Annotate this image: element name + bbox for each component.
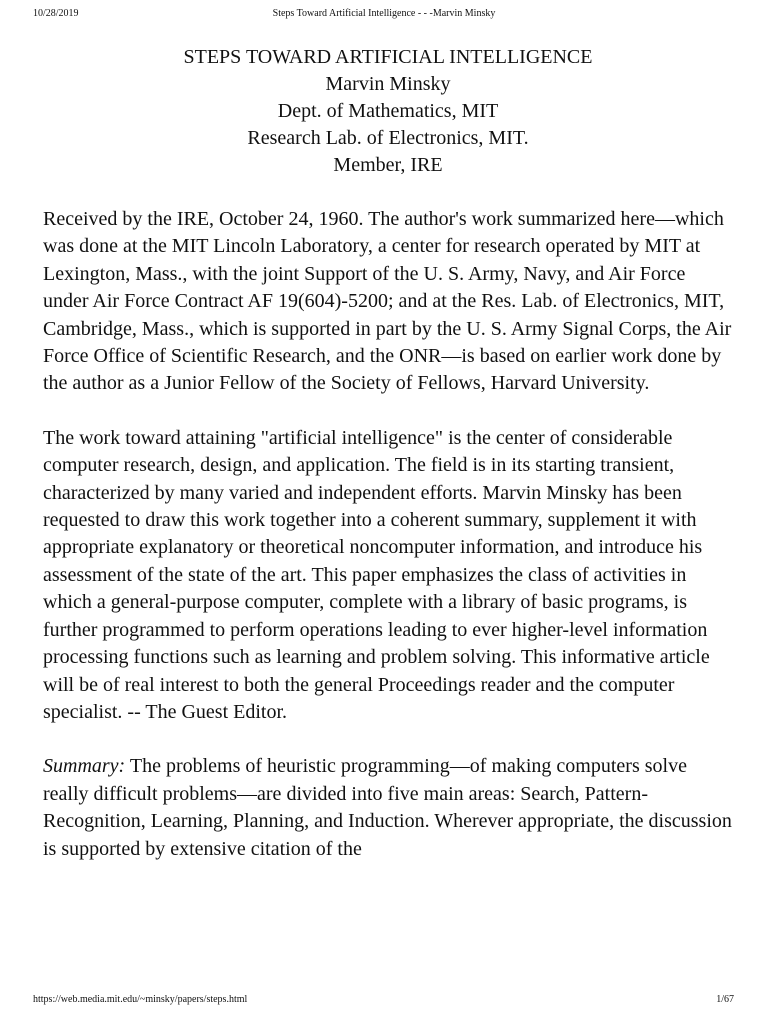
affiliation-math: Dept. of Mathematics, MIT [277,100,499,122]
summary-text: The problems of heuristic programming—of making computers solve really difficult problems—are divided into five main areas: Search, Pattern-Recognition, Learning, Planning, and Induction. Wherever appropriate, the discussion is supported by extensive citation of the [43,755,732,860]
page-number: 1/67 [716,994,734,1005]
print-footer [0,992,768,1008]
document-body [43,44,733,863]
paper-title: STEPS TOWARD ARTIFICIAL INTELLIGENCE [183,46,593,68]
summary-paragraph [43,753,733,863]
affiliation-rle: Research Lab. of Electronics, MIT. [247,127,529,149]
summary-label: Summary: [43,755,126,778]
print-date: 10/28/2019 [33,8,79,19]
print-url: https://web.media.mit.edu/~minsky/papers/steps.html [33,994,248,1005]
title-block [43,44,733,179]
membership: Member, IRE [333,154,443,176]
author-name: Marvin Minsky [325,73,451,95]
print-header [0,6,768,22]
print-doc-title: Steps Toward Artificial Intelligence - - -Marvin Minsky [272,8,496,19]
editor-paragraph: The work toward attaining "artificial intelligence" is the center of considerable computer research, design, and application. The field is in its starting transient, characterized by many varied and independent efforts. Marvin Minsky has been requested to draw this work together into a coherent summary, supplement it with appropriate explanatory or theoretical noncomputer information, and introduce his assessment of the state of the art. This paper emphasizes the class of activities in which a general-purpose computer, complete with a library of basic programs, is further programmed to perform operations leading to ever higher-level information processing functions such as learning and problem solving. This informative article will be of real interest to both the general Proceedings reader and the computer specialist. -- The Guest Editor. [43,426,710,723]
received-paragraph: Received by the IRE, October 24, 1960. The author's work summarized here—which was done at the MIT Lincoln Laboratory, a center for research operated by MIT at Lexington, Mass., with the joint Support of the U. S. Army, Navy, and Air Force under Air Force Contract AF 19(604)-5200; and at the Res. Lab. of Electronics, MIT, Cambridge, Mass., which is supported in part by the U. S. Army Signal Corps, the Air Force Office of Scientific Research, and the ONR—is based on earlier work done by the author as a Junior Fellow of the Society of Fellows, Harvard University. [43,208,732,395]
